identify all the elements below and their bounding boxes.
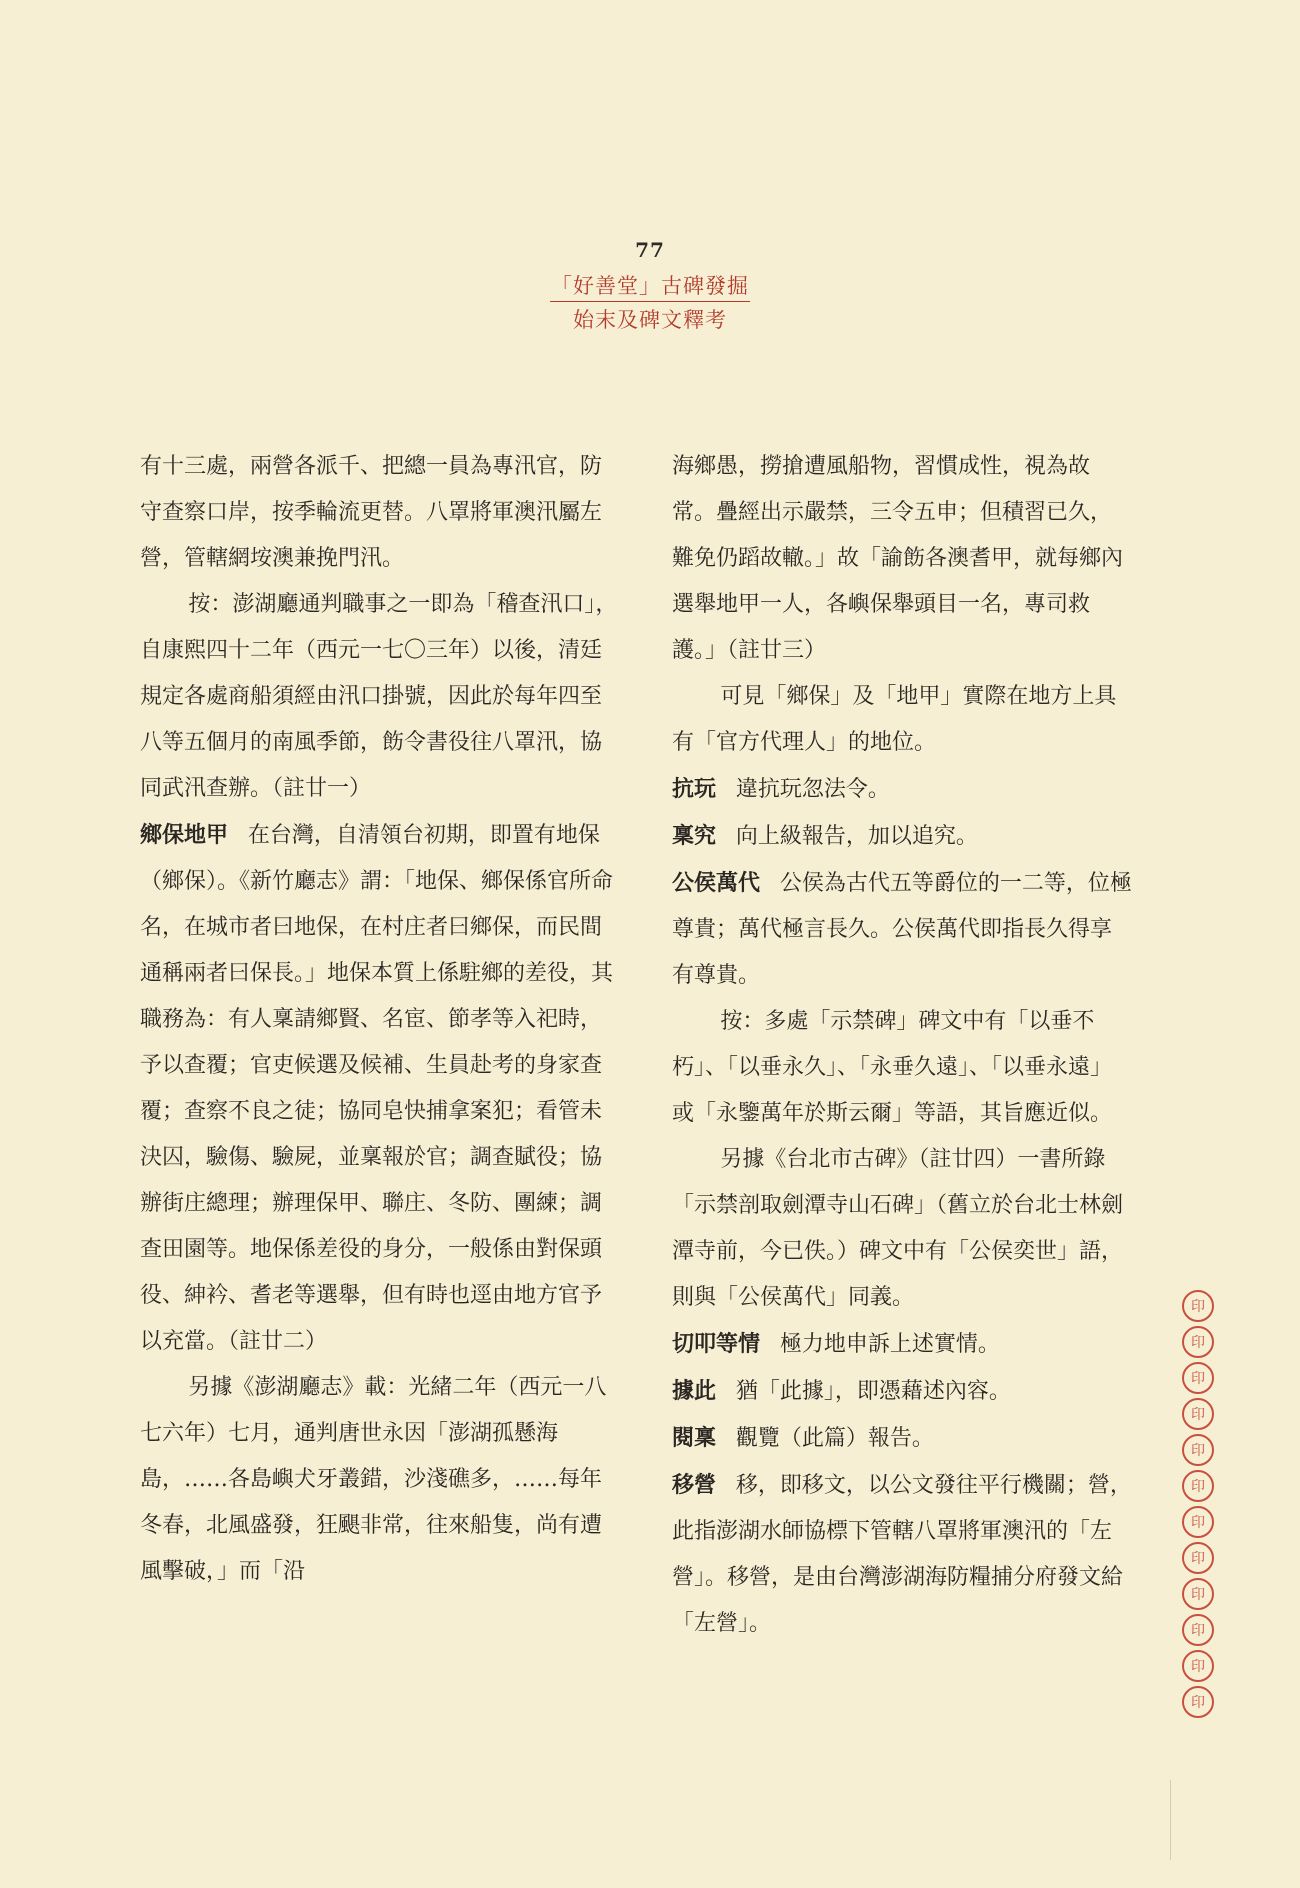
title-rule: [550, 301, 750, 302]
right-column: [672, 444, 1132, 1647]
glossary-entry: [672, 860, 1132, 999]
seal-icon: 印: [1182, 1398, 1214, 1430]
seal-icon: 印: [1182, 1326, 1214, 1358]
glossary-definition: 違抗玩忽法令。: [735, 777, 890, 802]
glossary-entry: [672, 813, 1132, 860]
glossary-entry: [672, 1368, 1132, 1415]
glossary-definition: 極力地申訴上述實情。: [779, 1332, 1000, 1357]
seal-icon: 印: [1182, 1614, 1214, 1646]
paragraph: [140, 582, 620, 812]
paragraph-text: 按：澎湖廳通判職事之一即為「稽查汛口」，自康熙四十二年（西元一七〇三年）以後，清廷規定各處商船須經由汛口掛號，因此於每年四至八等五個月的南風季節，飭令書役往八罩汛，協同武汛查辦。（註廿一）: [140, 592, 618, 801]
paragraph-text: 另據《台北市古碑》（註廿四）一書所錄「示禁剖取劍潭寺山石碑」（舊立於台北士林劍潭寺前，今已佚。）碑文中有「公侯奕世」語，則與「公侯萬代」同義。: [672, 1147, 1124, 1310]
glossary-definition: 在台灣，自清領台初期，即置有地保（鄉保）。《新竹廳志》謂：「地保、鄉保係官所命名，在城市者曰地保，在村庄者曰鄉保，而民間通稱兩者曰保長。」地保本質上係駐鄉的差役，其職務為：有人稟請鄉賢、名宦、節孝等入祀時，予以查覆；官吏候選及候補、生員赴考的身家查覆；查察不良之徒；協同皂快捕拿案犯；看管未決囚，驗傷、驗屍，並稟報於官；調查賦役；協辦街庄總理；辦理保甲、聯庄、冬防、團練；調查田園等。地保係差役的身分，一般係由對保頭役、紳衿、耆老等選舉，但有時也逕由地方官予以充當。（註廿二）: [140, 823, 614, 1354]
glossary-entry: [672, 766, 1132, 813]
running-title: 「好善堂」古碑發掘: [551, 274, 749, 298]
seal-icon: 印: [1182, 1506, 1214, 1538]
paragraph-text: 有十三處，兩營各派千、把總一員為專汛官，防守查察口岸，按季輪流更替。八罩將軍澳汛屬左營，管轄網垵澳兼挽門汛。: [140, 454, 603, 571]
glossary-definition: 觀覽（此篇）報告。: [735, 1426, 934, 1451]
glossary-definition: 向上級報告，加以追究。: [735, 824, 978, 849]
seal-icon: 印: [1182, 1362, 1214, 1394]
page-number: 77: [635, 238, 665, 262]
paragraph: [140, 1365, 620, 1595]
glossary-definition: 移，即移文，以公文發往平行機關；營，此指澎湖水師協標下管轄八罩將軍澳汛的「左營」。移營，是由台灣澎湖海防糧捕分府發文給「左營」。: [672, 1473, 1132, 1636]
seal-icon: 印: [1182, 1542, 1214, 1574]
paragraph: [672, 1137, 1132, 1321]
paragraph: [672, 674, 1132, 766]
page-edge-line: [1170, 1780, 1171, 1860]
glossary-term: 稟究: [672, 823, 717, 849]
glossary-term: 閱稟: [672, 1425, 717, 1451]
seal-decoration-strip: [1178, 1290, 1218, 1722]
seal-icon: 印: [1182, 1578, 1214, 1610]
glossary-term: 移營: [672, 1472, 717, 1498]
glossary-definition: 公侯為古代五等爵位的一二等，位極尊貴；萬代極言長久。公侯萬代即指長久得享有尊貴。: [672, 871, 1132, 988]
seal-icon: 印: [1182, 1470, 1214, 1502]
glossary-term: 據此: [672, 1378, 717, 1404]
glossary-entry: [672, 1462, 1132, 1647]
glossary-term: 公侯萬代: [672, 870, 761, 896]
paragraph: [672, 444, 1132, 674]
paragraph: [140, 444, 620, 582]
paragraph: [672, 999, 1132, 1137]
glossary-entry: [140, 812, 620, 1365]
glossary-term: 鄉保地甲: [140, 822, 229, 848]
glossary-definition: 猶「此據」，即憑藉述內容。: [735, 1379, 1011, 1404]
seal-icon: 印: [1182, 1650, 1214, 1682]
glossary-entry: [672, 1321, 1132, 1368]
glossary-term: 抗玩: [672, 776, 717, 802]
seal-icon: 印: [1182, 1686, 1214, 1718]
paragraph-text: 另據《澎湖廳志》載：光緒二年（西元一八七六年）七月，通判唐世永因「澎湖孤懸海島，……各島嶼犬牙叢錯，沙淺礁多，……每年冬春，北風盛發，狂颶非常，往來船隻，尚有遭風擊破，」而「沿: [140, 1375, 607, 1584]
seal-icon: 印: [1182, 1434, 1214, 1466]
seal-icon: 印: [1182, 1290, 1214, 1322]
glossary-term: 切叩等情: [672, 1331, 761, 1357]
paragraph-text: 可見「鄉保」及「地甲」實際在地方上具有「官方代理人」的地位。: [672, 684, 1117, 755]
running-subtitle: 始末及碑文釋考: [573, 308, 727, 332]
paragraph-text: 按：多處「示禁碑」碑文中有「以垂不朽」、「以垂永久」、「永垂久遠」、「以垂永遠」或「永鑒萬年於斯云爾」等語，其旨應近似。: [672, 1009, 1113, 1126]
glossary-entry: [672, 1415, 1132, 1462]
paragraph-text: 海鄉愚，撈搶遭風船物，習慣成性，視為故常。疊經出示嚴禁，三令五申；但積習已久，難免仍蹈故轍。」故「諭飭各澳耆甲，就每鄉內選舉地甲一人，各嶼保舉頭目一名，專司救護。」（註廿三）: [672, 454, 1124, 663]
left-column: [140, 444, 620, 1595]
